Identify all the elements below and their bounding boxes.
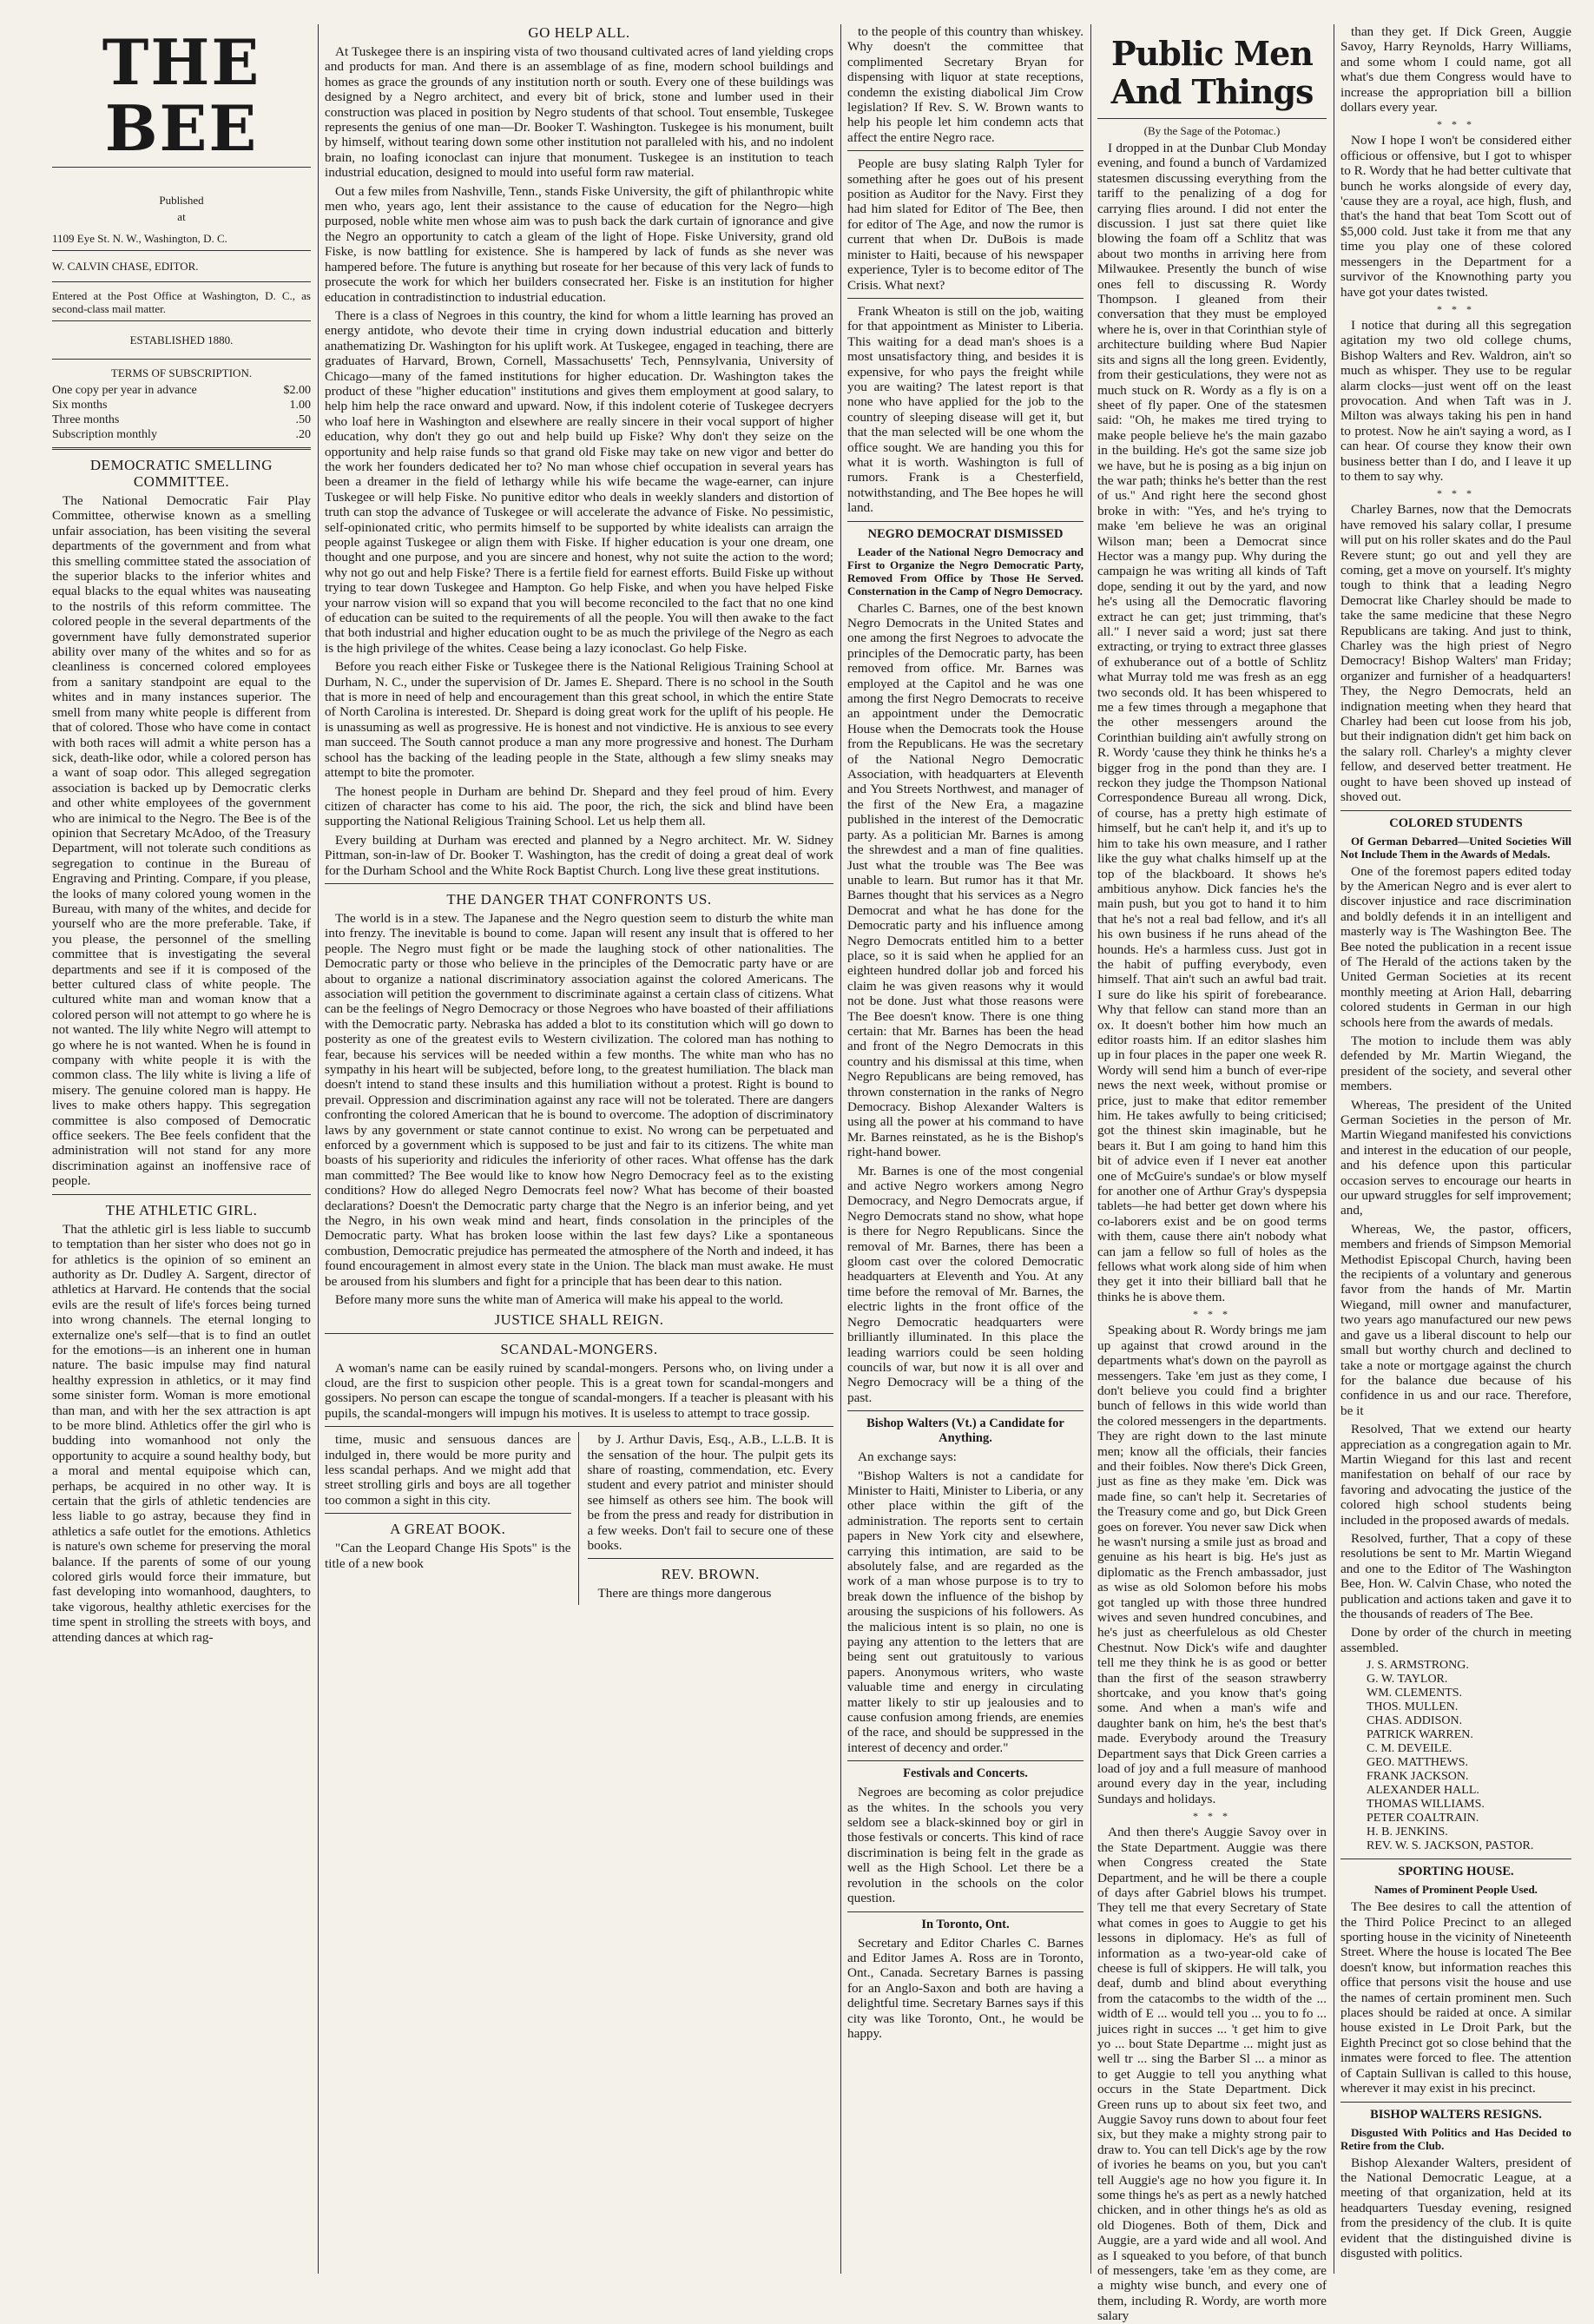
article-text: The Bee desires to call the attention of the Third Police Precinct to an alleged sporting house in the vicinity of Nineteenth Street. Where the house is located The Bee doesn't know, but information reaches this office that persons visit the house and use the names of certain prominent men. Such places should be raided at once. A similar house existed in Le Droit Park, but the Eighth Precinct got so close behind that the inmates were forced to flee. The attention of Captain Sullivan is called to this house, wherever it may exist in his precinct. [1340,1899,1571,2096]
headline-sporting-house: SPORTING HOUSE. [1398,1865,1514,1879]
subheadline: Disgusted With Politics and Has Decided to Retire from the Club. [1340,2125,1571,2152]
article-text: A woman's name can be easily ruined by scandal-mongers. Persons who, on living under a cloud, are the first to suspicion other people. This is a great town for scandal-mongers and gossipers. No person can escape the tongue of scandal-mongers. If a teacher is pleasant with his pupils, the scandal-mongers will impugn his motives. It is useless to attempt to trace gossip. [325,1360,833,1421]
column-1 [52,24,311,2274]
terms-row: Six months 1.00 [52,399,311,412]
headline-toronto: In Toronto, Ont. [921,1917,1010,1931]
column-2 [325,24,833,2274]
terms-row: Three months .50 [52,413,311,426]
article-text: Bishop Alexander Walters, president of the National Democratic League, at a meeting of that organization, held at its headquarters Tuesday evening, resigned from the presidency of the club. It is quite evident that the distinguished divine is disgusted with politics. [1340,2155,1571,2261]
public-men-title: Public Men And Things [1110,34,1314,111]
article-text: Charley Barnes, now that the Democrats have removed his salary collar, I presume will put on his roller skates and do the Paul Revere stunt; go out and yell they are coming, get a move on yourself. It's mighty tough to think that a leading Negro Democrat like Charley should be made to take the same medicine that these Negro Republicans are taking. And just to think, Charley was the high priest of Negro Democracy! Bishop Walters' man Friday; organizer and furnisher of a headquarters! They, the Negro Democrats, held an indignation meeting when they heard that Charley had been cut loose from his job, but their indignation didn't get him back on the salary roll. Charley's a mighty clever fellow, and deserved better treatment. He ought to have been shoved up instead of shoved out. [1340,502,1571,805]
column-5: than they get. If Dick Green, Auggie Savoy, Harry Reynolds, Harry Williams, and some whom I could name, got all what's due them Congress would have to increase the appropriation bill a billion dollars every year. * * * Now I hope I won't be considered either officious or offensive, but I got to whisper to R. Wordy that he had better cultivate that bunch he works alongside of every day, 'cause they are a royal, ace high, flush, and that's the hand that beat Tom Scott out of $5,000 cold. Just take it from me that any time you play one of these colored messengers in the Department for a survivor of the Knownothing party you have got your dates twisted. * * * I notice that during all this segregation agitation my two old college chums, Bishop Walters and Rev. Waldron, ain't so much as whisper. They use to be regular alarm clocks—just went off on the least provocation. And when Taft was in J. Milton was always taking his pen in hand to protest. Now he ain't saying a word, as I can hear. Of course they know their own business better than I do, and I leave it up to them to say why. * * * Charley Barnes, now that the Democrats have removed his salary collar, I presume will put on his roller skates and do the Paul Revere stunt; go out and yell they are coming, get a move on yourself. It's mighty tough to think that a leading Negro Democrat like Charley should be made to take the same medicine that these Negro Republicans are taking. And just to think, Charley was the high priest of Negro Democracy! Bishop Walters' man Friday; organizer and furnisher of a headquarters! They, the Negro Democrats, held an indignation meeting when they heard that Charley had been cut loose from his job, but their indignation didn't get him back on the salary roll. Charley's a mighty clever fellow, and deserved better treatment. He ought to have been shoved up instead of shoved out. COLORED STUDENTS Of German Debarred—United Societies Will Not Include Them in the Awards of Medals. One of the foremost papers edited today by the American Negro and is ever alert to discover injustice and race discrimination and boldly defends it in an intelligent and masterly way is The Washington Bee. The Bee noted the publication in a recent issue of The Herald of the actions taken by the United German Societies at its recent monthly meeting at Arion Hall, debarring colored students in German in our high schools here from the awards of medals. The motion to include them was ably defended by Mr. Martin Wiegand, the president of the society, and several other members. Whereas, The president of the United German Societies in the person of Mr. Martin Wiegand manifested his convictions and interest in the education of our people, and his defence upon this particular occasion serves to encourage our hearts in our upward struggles for self improvement; and, Whereas, We, the pastor, officers, members and friends of Simpson Memorial Methodist Episcopal Church, having been the recipients of a voluntary and generous favor from the hands of Mr. Martin Wiegand, mill owner and manufacturer, two years ago manufactured our new pews and gave us a liberal discount to help our small but worthy church and declined to take a note or mortgage against the church for the balance due because of his confidence in us and our race. Therefore, be it Resolved, That we extend our hearty appreciation as a congregation again to Mr. Martin Wiegand for this last and recent manifestation on behalf of our race by favoring and advocating the justice of the colored high school students being included in the proposed awards of medals. Resolved, further, That a copy of these resolutions be sent to Mr. Martin Wiegand and one to the Editor of The Washington Bee, Hon. W. Calvin Chase, who noted the publication and actions taken and gave it to the thousands of readers of The Bee. Done by order of the church in meeting assembled. J. S. ARMSTRONG. G. W. TAYLOR. WM. CLEMENTS. THOS. MULLEN. CHAS. ADDISON. PATRICK WARREN. C. M. DEVEILE. GEO. MATTHEWS. FRANK JACKSON. ALEXANDER HALL. THOMAS WILLIAMS. PETER COALTRAIN. H. B. JENKINS. REV. W. S. JACKSON, PASTOR. SPORTING HOUSE. Names of Prominent People Used. The Bee desires to call the attention of the Third Police Precinct to an alleged sporting house in the vicinity of Nineteenth Street. Where the house is located The Bee doesn't know, but information reaches this office that persons visit the house and use the names of certain prominent men. Such places should be raided at once. A similar house existed in Le Droit Park, but the Eighth Precinct got so close behind that the inmates were forced to flee. The attention of Captain Sullivan is called to this house, wherever it may exist in his precinct. BISHOP WALTERS RESIGNS. Disgusted With Politics and Has Decided to Retire from the Club. Bishop Alexander Walters, president of the National Democratic League, at a meeting of that organization, held at its headquarters Tuesday evening, resigned from the presidency of the club. It is quite evident that the distinguished divine is disgusted with politics. [1340,24,1571,2261]
article-text: Resolved, further, That a copy of these resolutions be sent to Mr. Martin Wiegand and one to the Editor of The Washington Bee, Hon. W. Calvin Chase, who noted the publication and actions taken and gave it to the thousands of readers of The Bee. [1340,1530,1571,1621]
article-text: Speaking about R. Wordy brings me jam up against that crowd around in the departments what's down on the payroll as messengers. Take 'em just as they come, I don't believe you could find a brighter bunch of fellows in this wide world than the colored messengers in the departments. They are right down to the last minute men; know all the officials, their fancies and their foibles. Now there's Dick Green, just as fine as they make 'em. Dick was made fine, so can't help it. Secretaries of the Treasury come and go, but Dick Green goes on forever. You never saw Dick when he wasn't nursing a smile just as broad and genuine as his heart is big. He's just as diplomatic as the French ambassador, just as wise as old Solomon before his mobs got tangled up with those three hundred wives and seven hundred concubines, and he's just as cheerfulelous as old Chester Chestnut. Now Dick's wife and daughter tell me they think he is as good or better than the first of the season strawberry shortcake, and you know that's going some. And when a man's wife and daughter bank on him, he's the best that's made. Everybody around the Treasury Department says that Dick Green carries a load of joy and a full measure of manhood around every day in the year, including Sundays and holidays. [1097,1323,1327,1806]
terms-title: TERMS OF SUBSCRIPTION. [110,366,253,380]
article-text: One of the foremost papers edited today by the American Negro and is ever alert to discover injustice and race discrimination and boldly defends it in an intelligent and masterly way is The Washington Bee. The Bee noted the publication in a recent issue of The Herald of the actions taken by the United German Societies at its recent monthly meeting at Arion Hall, debarring colored students in German in our high schools here from the awards of medals. [1340,863,1571,1030]
terms-row: Subscription monthly .20 [52,428,311,441]
headline-bishop-walters-candidate: Bishop Walters (Vt.) a Candidate for Anything. [866,1416,1064,1446]
signers-list: J. S. ARMSTRONG. G. W. TAYLOR. WM. CLEMENTS. THOS. MULLEN. CHAS. ADDISON. PATRICK WARREN. C. M. DEVEILE. GEO. MATTHEWS. FRANK JACKSON. ALEXANDER HALL. THOMAS WILLIAMS. PETER COALTRAIN. H. B. JENKINS. REV. W. S. JACKSON, PASTOR. [1367,1659,1534,1853]
byline: (By the Sage of the Potomac.) [1143,124,1281,137]
terms-row: One copy per year in advance $2.00 [52,384,311,397]
article-text: Every building at Durham was erected and planned by a Negro architect. Mr. W. Sidney Pittman, son-in-law of Dr. Booker T. Washington, has the credit of doing a great deal of work for the Durham School and the White Rock Baptist Church. Long live these great institutions. [325,832,833,878]
article-text: "Bishop Walters is not a candidate for Minister to Haiti, Minister to Liberia, or any other place within the gift of the administration. The reports sent to certain papers in New York city and elsewhere, carrying this intimation, are said to be absolutely false, and are regarded as the work of a man whose purpose is to try to break down the influence of the bishop by arousing the suspicions of his followers. As the malicious intent is so plain, no one is paying any attention to the letters that are being sent out gratuitously to various papers. Anonymous writers, who waste valuable time and energy in circulating matter likely to stir up jealousies and to cause confusion among friends, are enemies of the race, and should be suppressed in the interest of decency and order." [847,1468,1084,1755]
article-text: than they get. If Dick Green, Auggie Savoy, Harry Reynolds, Harry Williams, and some whom I could name, got all what's due them Congress would have to increase the appropriation bill a billion dollars every year. [1340,24,1571,116]
article-text: to the people of this country than whiskey. Why doesn't the committee that complimented Secretary Bryan for dispensing with liquor at state receptions, condemn the existing diabolical Jim Crow legislation? If Rev. S. W. Brown wants to help his people let him condemn acts that affect the entire Negro race. [847,24,1084,145]
newspaper-page [52,24,1571,2324]
column-3 [847,24,1084,2274]
article-text: The world is in a stew. The Japanese and the Negro question seem to disturb the white man into frenzy. The inevitable is bound to come. Japan will resent any insult that is offered to her people. The Negro must fight or be made the laughing stock of other nationalities. The Democratic party or those who believe in the principles of the Democratic party have or are about to organize a national discriminatory association against the colored Americans. The association will petition the government to discriminate against a certain class of citizens. What can be the feelings of Negro Democracy or those Negroes who have boasted of their affiliations with the Democratic party. Nebraska has added a blot to its constitution which will go down to posterity as one of the greatest evils to Western civilization. The colored man has nothing to fear, because his services will be needed within a few months. The white man who has no sympathy in his heart will be subjected, before long, to the greatest humiliation. The black man doesn't intend to stand these insults and this humiliation without a protest. Right is bound to prevail. Oppression and discrimination against any race will not be tolerated. There are dangers confronting the colored American that he is bound to overcome. The adoption of discriminatory laws by any government or state cannot continue to exist. No wrong can be perpetuated and enforced by a government which is supposed to be just and fair to its citizens. The white man boasts of his superiority and ridicules the inferiority of other races. What offense has the dark man committed? The Bee would like to know how Negro Democracy feel as to the existing conditions? How do alleged Negro Democrats feel now? What has become of their boasted declarations? Doesn't the Democratic party charge that the Negro is an inferior being, and yet the Negro, in his own weak mind and heart, finds consolation in the principles of the Democratic party. What has broken loose within the last few days? Like a spontaneous combustion, Democratic prejudice has permeated the atmosphere of the North and indeed, it has found encouragement in almost every state in the Union. The black man must awake. He must be aroused from his slumbers and fight for a principle that has been dear to this nation. [325,910,833,1289]
article-text: I dropped in at the Dunbar Club Monday evening, and found a bunch of Vardamized statesmen discussing everything from the tariff to the penalizing of a dog for carrying flies around. I did not enter the discussion. I just sat there quiet like blowing the foam off a Schlitz that was about two months in arriving here from Milwaukee. Presently the bunch of wise ones fell to discussing R. Wordy Thompson. I gleaned from their conversation that they must be employed where he is, over in that Corinthian style of architecture building where Bud Napier sits and signs all the long green. Evidently, from their gesticulations, they were not as much stuck on R. Wordy as a fly is on a sheet of fly paper. One of the statesmen said: "Oh, he makes me tired trying to make people believe he's the main gazabo in the building. He's got the same size job we have, but he is posing as a big injun on the war path; thinks he's better than the rest of us." And right here the second ghost broke in with: "Yes, and he's trying to make 'em believe he was an original Wilson man; been a Democrat since Hector was a mangy pup. Why during the campaign he was writing all kinds of Taft dope, sending it out by the yard, and now he's using all the Democratic flavoring extract he can get; just trimming, that's all." I never said a word; just sat there extracting, or trying to extract three glasses of exhuberance out of a bottle of Schlitz what Murray told me was fresh as an egg two seconds old. It has been whispered to me a few times through a megaphone that the other messengers around the Corinthian building ain't awfully strong on R. Wordy 'cause they think he thinks he's a bigger frog in the pond than they are. I reckon they judge the Thompson National Correspondence Bureau all wrong. Dick, of course, has a pretty high estimate of himself, but he can't help it, and it's up to him to take his own measure, and I rather like the guy what chalks himself up at the top of the blackboard. It shows he's ambitious anyhow. Dick fancies he's the main push, but you got to hand it to him that he's not a real bad fellow, and it's all his own business if he runs ahead of the hounds. He's a harmless cuss. Just got in the habit of puffing everybody, even himself. That ain't such an awful bad trait. I sure do like his spirit of forebearance. Why that fellow can stand more than an ox. It doesn't bother him how much an editor roasts him. If an editor slashes him up in four places in the paper one week R. Wordy will send him a bunch of ever-ripe news the next week, without promise or price, just to make that editor remember him. He takes awfully to being criticised; got the thinest skin imaginable, but he bears it. But I am going to hand him this bit of advice even if I never eat another one of McGuire's sundae's or blow myself for another one of Arthur Gray's dyspepsia tablets—he had better get down where his co-laborers exist and be on good terms with them, cause there ain't nobody what can jam a fellow so full of holes as the fellows what work along side of him when they get it into their billiard ball that he thinks he is above them. [1097,141,1327,1304]
headline-go-help-all: GO HELP ALL. [528,24,630,41]
article-text: An exchange says: [858,1449,957,1465]
article-text: "Can the Leopard Change His Spots" is the title of a new book [325,1541,571,1571]
article-text: Done by order of the church in meeting assembled. [1340,1625,1571,1655]
published-label: Published [159,194,204,207]
headline-colored-students: COLORED STUDENTS [1389,815,1523,830]
article-text: At Tuskegee there is an inspiring vista of two thousand cultivated acres of land yielding crops and products for man. And there is an assemblage of as fine, modern school buildings and homes as grace the grounds of any institution north or south. Every one of these buildings was designed by a Negro architect, and every bit of brick, stone and lumber used in their construction was placed in position by Negro students of that school. Tout ensemble, Tuskegee represents the genius of one man—Dr. Booker T. Washington. Tuskegee is his monument, built by himself, without tearing down some other institution not paralleled with his, and no indolent brain, no loafing iconoclast can injure that monument. Tuskegee is an institution to teach industrial education, designed to mould into useful form raw material. [325,44,833,181]
headline-negro-democrat: NEGRO DEMOCRAT DISMISSED [867,526,1064,541]
article-text: That the athletic girl is less liable to succumb to temptation than her sister who does not go in for athletics is the opinion of so eminent an authority as Dr. Dudley A. Sargent, director of athletics at Harvard. He contends that the social evils are the result of life's forces being turned into wrong channels. The eternal longing to externalize one's self—that is to find an outlet for the emotions—is an inherent one in human nature. The basic impulse may find natural healthy expression in athletics, or it may find some sinister form. Woman is more emotional than man, and with her the sex attraction is apt to be more blind. Athletics offer the girl who is budding into womanhood not only the opportunity to acquire a sound healthy body, but a moral and mental equipoise which can, perhaps, be acquired in no other way. It is certain that the girls of athletic tendencies are less liable to go astray, because they find in athletics a safe outlet for the emotions. Athletics is nature's own scheme for preserving the moral balance. If the parents of some of our young colored girls would force their immature, but fast developing into womanhood, daughters, to take vigorous, healthy athletic exercises for the time spent in strolling the streets with boys, and attending dances at which rag- [52,1221,311,1645]
article-text: There is a class of Negroes in this country, the kind for whom a little learning has proved an energy antidote, who devote their time in crying down industrial education and bitterly anathematizing Dr. Washington for his uplift work. At Tuskegee, engaged in teaching, there are graduates of Harvard, Brown, Cornell, Massachusetts' Tech, Pennsylvania, University of Chicago—many of the famed institutions for higher education. Dr. Washington takes the product of these "higher education" institutions and gives them employment at good salary, to help him help the race onward and upward. Now, if this indolent coterie of Tuskegee decryers who loaf here in Washington and elsewhere are really sincere in their vocal support of higher education, why don't they go out and help build up Fiske? Why don't they seize on the opportunity and help raise funds so that grand old Fiske may take on new vigor and better do the work her founders dedicated her to? No man whose chief occupation in several years has been a dreamer in the field of lethargy while his wife became the wage-earner, can injure Tuskegee or will help Fiske. No punitive editor who deals in weekly slanders and distortion of truth can stop the advance of Tuskegee or will accelerate the advance of Fiske. No pessimistic, self-opinionated critic, who permits himself to be supported by white idealists can arraign the people against Tuskegee or align them with Fiske. If higher education is your one dream, one thought and one purpose, and you are sincere and honest, why not suite the action to the word; why not go out and help Fiske? There is a fertile field for earnest efforts. Build Fiske up without trying to tear down Tuskegee and Hampton. Go help Fiske, and when you have helped Fiske your narrow vision will so expand that you will become reconciled to the fact that no one kind of education can be suited to the requirements of all the people. You will then awake to the fact that both industrial and higher education ought to be as much the privilege of the Negro as each is the high privilege of the whites. Cease being a lazy iconoclast. Go help Fiske. [325,307,833,656]
article-text: Now I hope I won't be considered either officious or offensive, but I got to whisper to R. Wordy that he had better cultivate that bunch he works alongside of every day, 'cause they are a royal, ace high, flush, and that's the hand that beat Tom Scott out of $5,000 cold. Just take it from me that any time you play one of these colored messengers in the Department for a survivor of the Knownothing party you have got your dates twisted. [1340,133,1571,300]
article-text: Charles C. Barnes, one of the best known Negro Democrats in the United States and one among the first Negroes to advocate the principles of the Democratic party, has been removed from office. Mr. Barnes was employed at the Capitol and he was one among the first Negro Democrats to receive an appointment under the Democratic House when the Democrats took the House from the Republicans. He was the secretary of the National Negro Democratic Association, with headquarters at Eleventh and You Streets Northwest, and manager of the first of the New Era, a magazine published in the interest of the Democratic party. As a politician Mr. Barnes is among the shrewdest and a man of fine qualities. Just what the trouble was The Bee was unable to learn. But rumor has it that Mr. Barnes thought that his services as a Negro Democrat and what he has done for the Democratic party and his influence among Negro Democrats entitled him to a better place, so it is said when he applied for an eighteen hundred dollar job and forced his claim he was given reasons why it would not be done. Just what those reasons were The Bee doesn't know. There is one thing certain: that Mr. Barnes has been the head and front of the Negro Democrats in this country and his dismissal at this time, when Negro Republicans are being removed, has thrown consternation in the ranks of Negro Democracy. Bishop Alexander Walters is using all the power at his command to have Mr. Barnes reinstated, as he is the Bishop's right-hand bower. [847,600,1084,1160]
article-text: Mr. Barnes is one of the most congenial and active Negro workers among Negro Democracy, and Negro Democrats argue, if Negro Democrats stand no show, what hope is there for Negro Republicans. Since the removal of Mr. Barnes, there has been a gloom cast over the colored Democratic headquarters at Eleventh and You. At any time before the removal of Mr. Barnes, the electric lights in the front office of the Negro Democratic headquarters were brilliantly illuminated. In this place the leading warriors could be seen holding councils of war, but now it is all over and Negro Democracy will be a thing of the past. [847,1163,1084,1405]
article-text: There are things more dangerous [597,1586,772,1601]
address: 1109 Eye St. N. W., Washington, D. C. [52,232,227,245]
article-text: The honest people in Durham are behind Dr. Shepard and they feel proud of him. Every citizen of character has come to his aid. The poor, the rich, the sick and blind have been supporting the National Religious Training School. Let us help them all. [325,783,833,829]
article-text: Frank Wheaton is still on the job, waiting for that appointment as Minister to Liberia. This waiting for a dead man's shoes is a most unsatisfactory thing, and besides it is expensive, for who pays the freight while you are waiting? The latest report is that none who have applied for the job to the country of sleeping disease will get it, but that the man selected will be one whom the office sought. We are handing you this for what it is worth. Washington is full of rumors. Frank is a Chesterfield, notwithstanding, and The Bee hopes he will land. [847,303,1084,516]
article-text: Before you reach either Fiske or Tuskegee there is the National Religious Training School at Durham, N. C., under the supervision of Dr. James E. Shepard. There is no school in the South that is more in need of help and encouragement than this great school, in which the entire State of North Carolina is interested. Dr. Shepard is doing great work for the uplift of his people. He is unassuming as well as progressive. He is honest and not vindictive. He is anxious to see every man succeed. The South cannot produce a man any more progressive and honest. The Durham school has the backing of the leading people in the State, although a few slimy sneaks may attempt to bite the promoter. [325,659,833,781]
article-text: Resolved, That we extend our hearty appreciation as a congregation again to Mr. Martin Wiegand for this last and recent manifestation on behalf of our race by favoring and advocating the justice of the colored high school students being included in the proposed awards of medals. [1340,1422,1571,1528]
article-text: Whereas, The president of the United German Societies in the person of Mr. Martin Wiegand manifested his convictions and interest in the education of our people, and his defence upon this particular occasion serves to encourage our hearts in our upward struggles for self improvement; and, [1340,1097,1571,1218]
editor: W. CALVIN CHASE, EDITOR. [52,260,199,273]
article-text: The motion to include them was ably defended by Mr. Martin Wiegand, the president of the society, and several other members. [1340,1033,1571,1094]
article-text: time, music and sensuous dances are indulged in, there would be more purity and less scandal perhaps. And we might add that street strolling girls and boys are all together too common a sight in this city. [325,1432,571,1508]
article-text: And then there's Auggie Savoy over in the State Department. Auggie was there when Congress created the State Department, and he will be there a couple of days after Gabriel blows his trumpet. They tell me that every Secretary of State what comes in goes to Auggie to get his lessons in diplomacy. He's as full of information as a two-year-old cake of cheese is full of skippers. He will talk, you deaf, dumb and blind about everything from the catacombs to the width of the ... width of E ... would tell you ... you to fo ... juices right in succes ... 't get him to give yo ... bout State Departme ... might just as well tr ... sing the Barber Sl ... a minor as to get Auggie to tell you anything what occurs in the State Department. Dick Green runs up to about six feet two, and Auggie Savoy runs down to about four feet six, but they make a mighty strong pair to draw to. You can tell Dick's age by the row of ivories he beams on you, but you can't tell Auggie's age no how you figure it. In some things he's as pert as a newly hatched chicken, and in other things he's as old as old Diogenes. Both of them, Dick and Auggie, are a yard wide and all wool. And as I squeaked to you before, of that bunch of messengers, take 'em as they come, are a mighty wise bunch, and every one of them, including R. Wordy, are worth more salary [1097,1825,1327,2324]
article-text: Negroes are becoming as color prejudice as the whites. In the schools you very seldom see a black-skinned boy or girl in those festivals or concerts. This kind of race discrimination is being felt in the grade as well as the High School. Let there be a revolution in the schools on the color question. [847,1785,1084,1906]
subheadline: Leader of the National Negro Democracy and First to Organize the Negro Democratic Party, Removed From Office by Those He Served. Consternation in the Camp of Negro Democracy. [847,545,1084,598]
entered-notice: Entered at the Post Office at Washington, D. C., as second-class mail matter. [52,289,311,315]
article-text: Before many more suns the white man of America will make his appeal to the world. [335,1292,784,1308]
headline-smelling-committee: DEMOCRATIC SMELLING COMMITTEE. [89,457,273,490]
headline-festivals: Festivals and Concerts. [903,1766,1028,1781]
article-text: People are busy slating Ralph Tyler for something after he goes out of his present position as Auditor for the Navy. First they had him slated for Editor of The Bee, then for editor of The Age, and now the rumor is current that when Dr. DuBois is made minister to Haiti, because of his newspaper experience, Tyler is to become editor of The Crisis. What next? [847,156,1084,293]
article-text: The National Democratic Fair Play Committee, otherwise known as a smelling unfair association, has been visiting the several departments of the government and from what this smelling committee stated the association of the superior blacks to the inferior whites and equal blacks to the equal whites was nauseating to the nostrils of this reform committee. The colored people in the several departments of the government have fully demonstrated superior ability over many of the whites and so for as cleanliness is concerned colored employees from a sanitary standpoint are equal to the whites and in many instances superior. The smell from many white people is different from that of colored. Those who have come in contact with both races will admit a white person has a sick, death-like odor, while a colored person has a want of soap odor. This alleged segregation association is backed up by Democratic clerks and other white employees of the government who are inimical to the Negro. The Bee is of the opinion that Secretary McAdoo, of the Treasury Department, will not tolerate such conditions as segregation to continue in the Bureau of Engraving and Printing. Compare, if you please, the looks of many colored young women in the Bureau, with many of the whites, and decide for yourself who are the more preferable. Take, if you please, the personnel of the smelling committee that is investigating the several departments and see if it is composed of the better cultured class of white people. The cultured white man and woman know that a colored person will not attempt to go where he is not wanted. The lily white Negro will attempt to go where he is not wanted. When he is found in company with white people it is with the common class. The lily white is living a life of misery. The genuine colored man is happy. He lives to make others happy. This segregation committee is also composed of Democratic office seekers. The Bee feels confident that the administration will not stand for any more discrimination against an inoffensive race of people. [52,493,311,1189]
column-4: Public Men And Things (By the Sage of the Potomac.) I dropped in at the Dunbar Club Monday evening, and found a bunch of Vardamized statesmen discussing everything from the tariff to the penalizing of a dog for carrying flies around. I did not enter the discussion. I just sat there quiet like blowing the foam off a Schlitz that was about two months in arriving here from Milwaukee. Presently the bunch of wise ones fell to discussing R. Wordy Thompson. I gleaned from their conversation that they must be employed where he is, over in that Corinthian style of architecture building where Bud Napier sits and signs all the long green. Evidently, from their gesticulations, they were not as much stuck on R. Wordy as a fly is on a sheet of fly paper. One of the statesmen said: "Oh, he makes me tired trying to make people believe he's the main gazabo in the building. He's got the same size job we have, but he is posing as a big injun on the war path; thinks he's better than the rest of us." And right here the second ghost broke in with: "Yes, and he's trying to make 'em believe he was an original Wilson man; been a Democrat since Hector was a mangy pup. Why during the campaign he was writing all kinds of Taft dope, sending it out by the yard, and now he's using all the Democratic flavoring extract he can get; just trimming, that's all." I never said a word; just sat there extracting, or trying to extract three glasses of exhuberance out of a bottle of Schlitz what Murray told me was fresh as an egg two seconds old. It has been whispered to me a few times through a megaphone that the other messengers around the Corinthian building ain't awfully strong on R. Wordy 'cause they think he thinks he's a bigger frog in the pond than they are. I reckon they judge the Thompson National Correspondence Bureau all wrong. Dick, of course, has a pretty high estimate of himself, but he can't help it, and it's up to him to take his own measure, and I rather like the guy what chalks himself up at the top of the blackboard. It shows he's ambitious anyhow. Dick fancies he's the main push, but you got to hand it to him that he's not a real bad fellow, and it's all his own business if he runs ahead of the hounds. He's a harmless cuss. Just got in the habit of puffing everybody, even himself. That ain't such an awful bad trait. I sure do like his spirit of forebearance. Why that fellow can stand more than an ox. It doesn't bother him how much an editor roasts him. If an editor slashes him up in four places in the paper one week R. Wordy will send him a bunch of ever-ripe news the next week, without promise or price, just to make that editor remember him. He takes awfully to being criticised; got the thinest skin imaginable, but he bears it. But I am going to hand him this bit of advice even if I never eat another one of McGuire's sundae's or blow myself for another one of Arthur Gray's dyspepsia tablets—he had better get down where his co-laborers exist and be on good terms with them, cause there ain't nobody what can jam a fellow so full of holes as the fellows what work along side of him when they get it into their billiard ball that he thinks he is above them. * * * Speaking about R. Wordy brings me jam up against that crowd around in the departments what's down on the payroll as messengers. Take 'em just as they come, I don't believe you could find a brighter bunch of fellows in this wide world than the colored messengers in the departments. They are right down to the last minute men; know all the officials, their fancies and their foibles. Now there's Dick Green, just as fine as they make 'em. Dick was made fine, so can't help it. Secretaries of the Treasury come and go, but Dick Green goes on forever. You never saw Dick when he wasn't nursing a smile just as broad and genuine as his heart is big. He's just as diplomatic as the French ambassador, just as wise as old Solomon before his mobs got tangled up with those three hundred wives and seven hundred concubines, and he's just as cheerfulelous as old Chester Chestnut. Now Dick's wife and daughter tell me they think he is as good or better than the first of the season strawberry shortcake, and you know that's going some. And when a man's wife and daughter bank on him, he's the best that's made. Everybody around the Treasury Department says that Dick Green carries a load of joy and a full measure of manhood around every day in the year, including Sundays and holidays. * * * And then there's Auggie Savoy over in the State Department. Auggie was there when Congress created the State Department, and he will be there a couple of days after Gabriel blows his trumpet. They tell me that every Secretary of State what comes in goes to Auggie to get his lessons in diplomacy. He's as full of information as a two-year-old cake of cheese is full of skippers. He will talk, you deaf, dumb and blind about everything from the catacombs to the width of the ... width of E ... would tell you ... you to fo ... juices right in succes ... 't get him to give yo ... bout State Departme ... might just as well tr ... sing the Barber Sl ... a minor as to get Auggie to tell you anything what occurs in the State Department. Dick Green runs up to about six feet two, and Auggie Savoy runs down to about four feet six, but they make a mighty strong pair to draw to. You can tell Dick's age by the row of ivories he beams on you, but you can't tell Auggie's age no how you figure it. In some things he's as pert as a newly hatched chicken, and in other things he's as old as old Diogenes. Both of them, Dick and Auggie, are a yard wide and all wool. And as I squeaked to you before, of that bunch of messengers, take 'em as they come, are a mighty wise bunch, and every one of them, including R. Wordy, are worth more salary [1097,34,1327,2324]
terms-list [52,383,311,442]
headline-athletic-girl: THE ATHLETIC GIRL. [105,1201,258,1218]
masthead-title: THE BEE [102,25,261,165]
article-text: Secretary and Editor Charles C. Barnes and Editor James A. Ross are in Toronto, Ont., Canada. Secretary Barnes is passing for an Anglo-Saxon and both are having a delightful time. Secretary Barnes says if this city was like Toronto, Ont., he would be happy. [847,1935,1084,2041]
article-text: by J. Arthur Davis, Esq., A.B., L.L.B. It is the sensation of the hour. The pulpit gets its share of roasting, commendation, etc. Every student and every patriot and minister should see himself as others see him. The book will be from the press and ready for distribution in a few weeks. Don't fail to secure one of these books. [587,1432,833,1553]
headline-justice: JUSTICE SHALL REIGN. [494,1311,664,1328]
subheadline: Of German Debarred—United Societies Will Not Include Them in the Awards of Medals. [1340,834,1571,861]
article-text: Whereas, We, the pastor, officers, members and friends of Simpson Memorial Methodist Episcopal Church, having been the recipients of a voluntary and generous favor from the hands of Mr. Martin Wiegand, mill owner and manufacturer, two years ago manufactured our new pews and gave us a liberal discount to help our small but worthy church and declined to take a note or mortgage against the church for the balance due because of his confidence in us and our race. Therefore, be it [1340,1221,1571,1418]
headline-scandal: SCANDAL-MONGERS. [500,1340,658,1357]
headline-great-book: A GREAT BOOK. [390,1521,506,1538]
at-label: at [177,210,186,223]
bottom-split [325,1432,833,1605]
headline-danger: THE DANGER THAT CONFRONTS US. [446,890,712,908]
established: ESTABLISHED 1880. [129,333,234,347]
article-text: I notice that during all this segregation agitation my two old college chums, Bishop Walters and Rev. Waldron, ain't so much as whisper. They use to be regular alarm clocks—just went off on the least provocation. And when Taft was in J. Milton was always taking his pen in hand to protest. Now he ain't saying a word, as I can hear. Of course they know their own business better than I do, and I leave it up to them to say why. [1340,317,1571,484]
headline-rev-brown: REV. BROWN. [661,1566,760,1583]
article-text: Out a few miles from Nashville, Tenn., stands Fiske University, the gift of philanthropic white men who, years ago, lent their assistance to the cause of education for the Negro—high purposed, noble white men whose aim was to push back the dark curtain of ignorance and give the Negro an opportunity to catch a gleam of the light of Hope. Fiske University, grand old Fiske, is now battling for existence. She is hampered by lack of funds as she never was hampered before. The future is anything but roseate for her because of this very lack of funds to prosecute the work for which her builders consecrated her. Fiske is an institution for higher education in contradistinction to industrial education. [325,183,833,305]
subheadline: Names of Prominent People Used. [1374,1883,1538,1897]
headline-bishop-resigns: BISHOP WALTERS RESIGNS. [1370,2107,1542,2122]
